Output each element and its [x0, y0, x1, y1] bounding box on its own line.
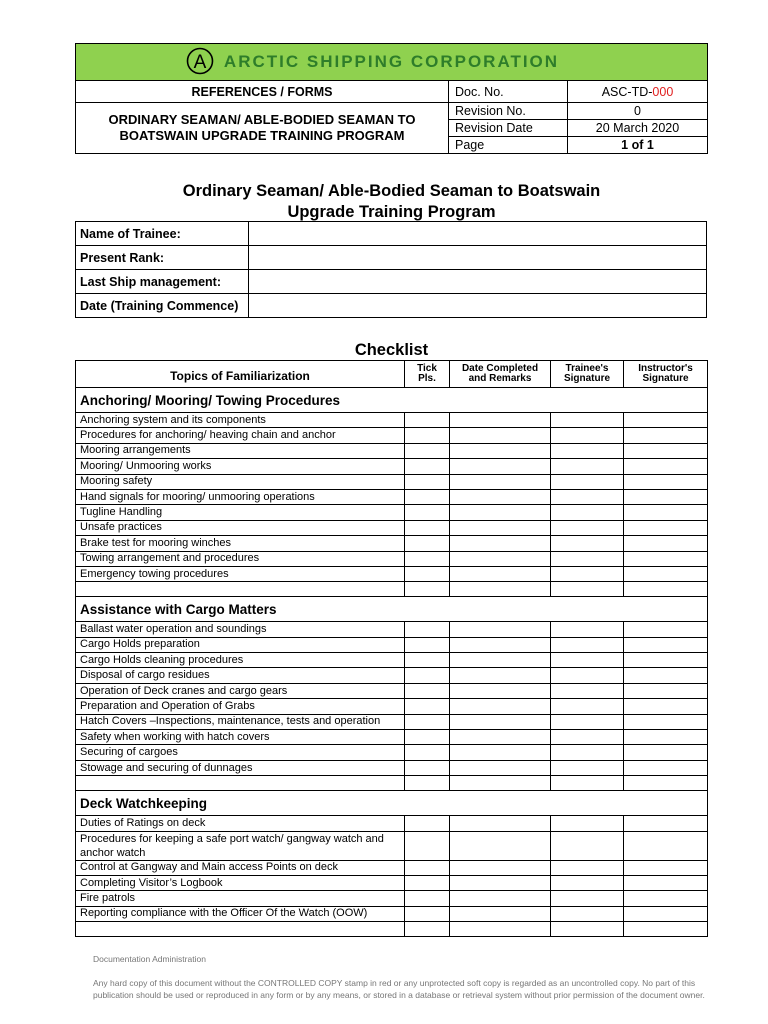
tick-cell[interactable] [405, 683, 450, 698]
page-value: 1 of 1 [568, 137, 708, 154]
topic-label: Preparation and Operation of Grabs [76, 699, 405, 714]
blank-cell[interactable] [76, 922, 405, 937]
trainee-signature-cell[interactable] [551, 413, 624, 428]
instructor-signature-cell[interactable] [624, 714, 708, 729]
blank-cell[interactable] [76, 776, 405, 791]
topic-label: Securing of cargoes [76, 745, 405, 760]
section-header-row [76, 597, 708, 622]
tick-cell[interactable] [405, 489, 450, 504]
checklist-row [76, 413, 708, 428]
footer-text: Any hard copy of this document without the CONTROLLED COPY stamp in red or any unprotected soft copy is regarded as an uncontrolled copy. No part of this publication should be used or reproduced in any form or by any means, or stored in a database or retrieval system without prior permission of the document owner. [93, 978, 705, 1000]
trainee-signature-cell[interactable] [551, 474, 624, 489]
checklist-row [76, 860, 708, 875]
trainee-signature-cell[interactable] [551, 505, 624, 520]
checklist-row [76, 505, 708, 520]
date-remarks-cell[interactable] [450, 831, 551, 860]
blank-cell[interactable] [551, 776, 624, 791]
trainee-signature-cell[interactable] [551, 891, 624, 906]
blank-cell[interactable] [624, 582, 708, 597]
instructor-signature-cell[interactable] [624, 891, 708, 906]
trainee-info-table [75, 221, 707, 318]
trainee-signature-cell[interactable] [551, 536, 624, 551]
trainee-signature-cell[interactable] [551, 637, 624, 652]
tick-cell[interactable] [405, 714, 450, 729]
topic-label: Procedures for keeping a safe port watch/ gangway watch and anchor watch [76, 831, 405, 860]
trainee-signature-cell[interactable] [551, 459, 624, 474]
tick-cell[interactable] [405, 566, 450, 581]
instructor-signature-cell[interactable] [624, 906, 708, 921]
checklist-row [76, 699, 708, 714]
checklist-row [76, 745, 708, 760]
instructor-signature-cell[interactable] [624, 831, 708, 860]
instructor-signature-cell[interactable] [624, 443, 708, 458]
checklist-row [76, 714, 708, 729]
col-topics: Topics of Familiarization [76, 361, 405, 388]
blank-cell[interactable] [450, 922, 551, 937]
topic-label: Hatch Covers –Inspections, maintenance, tests and operation [76, 714, 405, 729]
instructor-signature-cell[interactable] [624, 505, 708, 520]
revision-label: Revision No. [449, 103, 568, 120]
topic-label: Disposal of cargo residues [76, 668, 405, 683]
revision-date-value: 20 March 2020 [568, 120, 708, 137]
tick-cell[interactable] [405, 520, 450, 535]
info-label: Name of Trainee: [76, 222, 249, 246]
checklist-row [76, 474, 708, 489]
trainee-signature-cell[interactable] [551, 622, 624, 637]
topic-label: Stowage and securing of dunnages [76, 760, 405, 775]
instructor-signature-cell[interactable] [624, 459, 708, 474]
topic-label: Hand signals for mooring/ unmooring operations [76, 489, 405, 504]
tick-cell[interactable] [405, 653, 450, 668]
topic-label: Duties of Ratings on deck [76, 816, 405, 831]
tick-cell[interactable] [405, 443, 450, 458]
tick-cell[interactable] [405, 699, 450, 714]
tick-cell[interactable] [405, 474, 450, 489]
instructor-signature-cell[interactable] [624, 566, 708, 581]
instructor-signature-cell[interactable] [624, 474, 708, 489]
tick-cell[interactable] [405, 730, 450, 745]
tick-cell[interactable] [405, 637, 450, 652]
date-remarks-cell[interactable] [450, 699, 551, 714]
checklist-row [76, 875, 708, 890]
instructor-signature-cell[interactable] [624, 637, 708, 652]
info-label: Last Ship management: [76, 270, 249, 294]
blank-row [76, 582, 708, 597]
date-remarks-cell[interactable] [450, 653, 551, 668]
page-title-line1: Ordinary Seaman/ Able-Bodied Seaman to Boatswain [182, 182, 601, 200]
checklist-row [76, 459, 708, 474]
blank-cell[interactable] [405, 922, 450, 937]
instructor-signature-cell[interactable] [624, 730, 708, 745]
section-title: Assistance with Cargo Matters [76, 597, 708, 622]
section-header-row [76, 791, 708, 816]
tick-cell[interactable] [405, 906, 450, 921]
trainee-signature-cell[interactable] [551, 831, 624, 860]
trainee-signature-cell[interactable] [551, 443, 624, 458]
topic-label: Unsafe practices [76, 520, 405, 535]
topic-label: Mooring safety [76, 474, 405, 489]
info-value-field[interactable] [249, 294, 707, 318]
checklist-row [76, 428, 708, 443]
tick-cell[interactable] [405, 860, 450, 875]
tick-cell[interactable] [405, 831, 450, 860]
checklist-row [76, 622, 708, 637]
doc-no-value: ASC-TD-000 [568, 81, 708, 103]
date-remarks-cell[interactable] [450, 875, 551, 890]
info-value-field[interactable] [249, 246, 707, 270]
revision-value: 0 [568, 103, 708, 120]
instructor-signature-cell[interactable] [624, 536, 708, 551]
instructor-signature-cell[interactable] [624, 622, 708, 637]
date-remarks-cell[interactable] [450, 520, 551, 535]
info-value-field[interactable] [249, 270, 707, 294]
revision-date-label: Revision Date [449, 120, 568, 137]
svg-text:A: A [193, 52, 207, 73]
date-remarks-cell[interactable] [450, 536, 551, 551]
trainee-signature-cell[interactable] [551, 714, 624, 729]
tick-cell[interactable] [405, 745, 450, 760]
trainee-signature-cell[interactable] [551, 906, 624, 921]
section-title: Deck Watchkeeping [76, 791, 708, 816]
checklist-row [76, 906, 708, 921]
col-trainee-signature: Trainee's Signature [551, 361, 624, 388]
topic-label: Emergency towing procedures [76, 566, 405, 581]
date-remarks-cell[interactable] [450, 730, 551, 745]
instructor-signature-cell[interactable] [624, 699, 708, 714]
date-remarks-cell[interactable] [450, 474, 551, 489]
section-header-row [76, 388, 708, 413]
company-banner [76, 44, 708, 81]
trainee-signature-cell[interactable] [551, 875, 624, 890]
trainee-signature-cell[interactable] [551, 668, 624, 683]
instructor-signature-cell[interactable] [624, 520, 708, 535]
blank-cell[interactable] [450, 582, 551, 597]
checklist-row [76, 816, 708, 831]
tick-cell[interactable] [405, 459, 450, 474]
checklist-row [76, 730, 708, 745]
checklist-row [76, 891, 708, 906]
date-remarks-cell[interactable] [450, 428, 551, 443]
date-remarks-cell[interactable] [450, 505, 551, 520]
date-remarks-cell[interactable] [450, 745, 551, 760]
checklist-row [76, 653, 708, 668]
checklist-row [76, 520, 708, 535]
topic-label: Mooring/ Unmooring works [76, 459, 405, 474]
tick-cell[interactable] [405, 622, 450, 637]
blank-cell[interactable] [551, 922, 624, 937]
instructor-signature-cell[interactable] [624, 413, 708, 428]
section-label: REFERENCES / FORMS [76, 81, 449, 103]
date-remarks-cell[interactable] [450, 413, 551, 428]
tick-cell[interactable] [405, 875, 450, 890]
tick-cell[interactable] [405, 428, 450, 443]
trainee-signature-cell[interactable] [551, 860, 624, 875]
trainee-signature-cell[interactable] [551, 653, 624, 668]
date-remarks-cell[interactable] [450, 622, 551, 637]
col-tick: Tick Pls. [405, 361, 450, 388]
tick-cell[interactable] [405, 551, 450, 566]
instructor-signature-cell[interactable] [624, 760, 708, 775]
blank-cell[interactable] [405, 776, 450, 791]
instructor-signature-cell[interactable] [624, 860, 708, 875]
topic-label: Safety when working with hatch covers [76, 730, 405, 745]
document-header [75, 43, 708, 154]
tick-cell[interactable] [405, 891, 450, 906]
blank-cell[interactable] [551, 582, 624, 597]
blank-row [76, 922, 708, 937]
trainee-signature-cell[interactable] [551, 489, 624, 504]
instructor-signature-cell[interactable] [624, 489, 708, 504]
trainee-signature-cell[interactable] [551, 566, 624, 581]
tick-cell[interactable] [405, 760, 450, 775]
checklist-row [76, 566, 708, 581]
blank-cell[interactable] [405, 582, 450, 597]
date-remarks-cell[interactable] [450, 459, 551, 474]
document-title: ORDINARY SEAMAN/ ABLE-BODIED SEAMAN TO BOATSWAIN UPGRADE TRAINING PROGRAM [76, 103, 449, 154]
doc-no-label: Doc. No. [449, 81, 568, 103]
date-remarks-cell[interactable] [450, 668, 551, 683]
blank-cell[interactable] [450, 776, 551, 791]
trainee-signature-cell[interactable] [551, 760, 624, 775]
date-remarks-cell[interactable] [450, 906, 551, 921]
date-remarks-cell[interactable] [450, 443, 551, 458]
info-label: Present Rank: [76, 246, 249, 270]
trainee-signature-cell[interactable] [551, 745, 624, 760]
company-logo-icon [186, 47, 214, 75]
page-title-line2: Upgrade Training Program [287, 203, 496, 221]
company-name: ARCTIC SHIPPING CORPORATION [223, 52, 560, 71]
date-remarks-cell[interactable] [450, 891, 551, 906]
tick-cell[interactable] [405, 505, 450, 520]
checklist-row [76, 551, 708, 566]
checklist-row [76, 683, 708, 698]
tick-cell[interactable] [405, 668, 450, 683]
blank-row [76, 776, 708, 791]
topic-label: Reporting compliance with the Officer Of the Watch (OOW) [76, 906, 405, 921]
instructor-signature-cell[interactable] [624, 551, 708, 566]
checklist-heading: Checklist [354, 341, 429, 359]
topic-label: Fire patrols [76, 891, 405, 906]
trainee-signature-cell[interactable] [551, 683, 624, 698]
info-value-field[interactable] [249, 222, 707, 246]
instructor-signature-cell[interactable] [624, 653, 708, 668]
trainee-signature-cell[interactable] [551, 699, 624, 714]
checklist-row [76, 760, 708, 775]
date-remarks-cell[interactable] [450, 683, 551, 698]
date-remarks-cell[interactable] [450, 860, 551, 875]
checklist-row [76, 443, 708, 458]
footer-title: Documentation Administration [93, 954, 206, 964]
checklist-row [76, 831, 708, 860]
date-remarks-cell[interactable] [450, 816, 551, 831]
info-label: Date (Training Commence) [76, 294, 249, 318]
topic-label: Mooring arrangements [76, 443, 405, 458]
trainee-signature-cell[interactable] [551, 816, 624, 831]
checklist-row [76, 536, 708, 551]
topic-label: Ballast water operation and soundings [76, 622, 405, 637]
topic-label: Procedures for anchoring/ heaving chain and anchor [76, 428, 405, 443]
checklist-row [76, 668, 708, 683]
date-remarks-cell[interactable] [450, 760, 551, 775]
tick-cell[interactable] [405, 413, 450, 428]
page-label: Page [449, 137, 568, 154]
date-remarks-cell[interactable] [450, 714, 551, 729]
tick-cell[interactable] [405, 816, 450, 831]
instructor-signature-cell[interactable] [624, 816, 708, 831]
instructor-signature-cell[interactable] [624, 668, 708, 683]
topic-label: Tugline Handling [76, 505, 405, 520]
tick-cell[interactable] [405, 536, 450, 551]
trainee-signature-cell[interactable] [551, 520, 624, 535]
topic-label: Anchoring system and its components [76, 413, 405, 428]
topic-label: Completing Visitor’s Logbook [76, 875, 405, 890]
date-remarks-cell[interactable] [450, 551, 551, 566]
instructor-signature-cell[interactable] [624, 875, 708, 890]
topic-label: Cargo Holds preparation [76, 637, 405, 652]
date-remarks-cell[interactable] [450, 637, 551, 652]
col-instructor-signature: Instructor's Signature [624, 361, 708, 388]
topic-label: Brake test for mooring winches [76, 536, 405, 551]
blank-cell[interactable] [624, 776, 708, 791]
checklist-row [76, 637, 708, 652]
checklist-table [75, 360, 708, 937]
instructor-signature-cell[interactable] [624, 745, 708, 760]
date-remarks-cell[interactable] [450, 489, 551, 504]
checklist-row [76, 489, 708, 504]
blank-cell[interactable] [624, 922, 708, 937]
section-title: Anchoring/ Mooring/ Towing Procedures [76, 388, 708, 413]
instructor-signature-cell[interactable] [624, 683, 708, 698]
topic-label: Towing arrangement and procedures [76, 551, 405, 566]
topic-label: Control at Gangway and Main access Points on deck [76, 860, 405, 875]
instructor-signature-cell[interactable] [624, 428, 708, 443]
topic-label: Cargo Holds cleaning procedures [76, 653, 405, 668]
col-date: Date Completed and Remarks [450, 361, 551, 388]
trainee-signature-cell[interactable] [551, 551, 624, 566]
blank-cell[interactable] [76, 582, 405, 597]
trainee-signature-cell[interactable] [551, 730, 624, 745]
date-remarks-cell[interactable] [450, 566, 551, 581]
trainee-signature-cell[interactable] [551, 428, 624, 443]
topic-label: Operation of Deck cranes and cargo gears [76, 683, 405, 698]
